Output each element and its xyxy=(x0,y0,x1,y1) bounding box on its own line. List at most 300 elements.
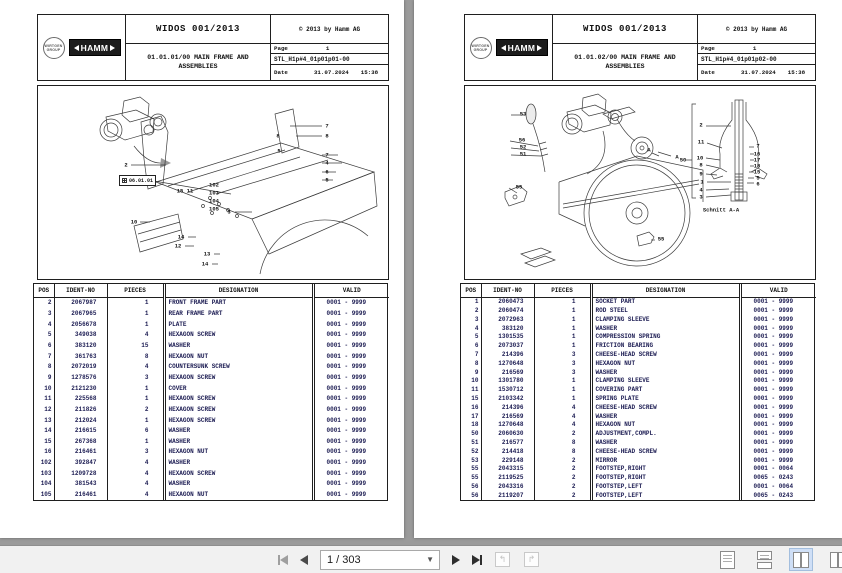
page-label: Page xyxy=(274,45,288,52)
table-cell: WASHER xyxy=(164,425,313,436)
table-cell: 4 xyxy=(107,468,164,479)
meta-cell xyxy=(698,15,815,80)
table-row xyxy=(461,456,816,465)
table-row xyxy=(461,394,816,403)
table-cell: FOOTSTEP,LEFT xyxy=(591,491,740,500)
doc-title: WIDOS 001/2013 xyxy=(126,15,270,44)
facing-pages-icon xyxy=(793,552,809,568)
table-cell: 0001 - 9999 xyxy=(740,447,816,456)
table-cell: 1 xyxy=(534,341,591,350)
diagram-callout: 14 xyxy=(177,233,185,241)
table-cell: 0001 - 9999 xyxy=(313,457,389,468)
table-cell: WASHER xyxy=(164,436,313,447)
table-row xyxy=(34,468,389,479)
diagram-callout: 5 xyxy=(756,174,760,182)
page-layout-controls xyxy=(715,546,842,573)
table-row xyxy=(461,350,816,359)
col-header-valid: VALID xyxy=(313,284,389,297)
pdf-page-2 xyxy=(414,0,842,538)
table-cell: 8 xyxy=(474,359,479,367)
date-value: 31.07.2024 xyxy=(313,69,349,76)
col-header-pieces: PIECES xyxy=(107,284,164,297)
table-cell: 216569 xyxy=(481,412,534,421)
table-cell: ADJUSTMENT,COMPL. xyxy=(591,429,740,438)
table-cell: 2119207 xyxy=(481,491,534,500)
diagram-callout: 103 xyxy=(209,189,219,197)
diagram-callout: A xyxy=(675,153,679,161)
first-page-button[interactable] xyxy=(278,552,288,568)
time-value: 15:38 xyxy=(360,69,379,76)
table-cell: 0001 - 9999 xyxy=(313,415,389,426)
diagram-callout: 3 xyxy=(227,208,231,216)
ref-box-text: 06.01.01 xyxy=(129,177,154,184)
table-cell: 4 xyxy=(47,320,52,328)
hamm-logo xyxy=(496,39,548,56)
table-row xyxy=(461,333,816,342)
table-cell: 1 xyxy=(474,298,479,306)
table-cell: HEXAGON NUT xyxy=(591,421,740,430)
section-title-wrap xyxy=(553,44,697,80)
diagram-callout: 14 xyxy=(201,260,209,268)
table-cell: HEXAGON SCREW xyxy=(164,393,313,404)
table-cell: 392847 xyxy=(54,457,107,468)
previous-view-button[interactable] xyxy=(495,552,510,567)
table-row xyxy=(461,465,816,474)
table-row xyxy=(34,308,389,319)
group-logo-text: GROUP xyxy=(46,47,61,52)
table-cell: 216461 xyxy=(54,447,107,458)
doc-code: STL_H1p#4_01p01p01-00 xyxy=(271,54,388,65)
table-cell: 2043316 xyxy=(481,482,534,491)
table-row xyxy=(461,306,816,315)
logo-cell xyxy=(465,15,553,80)
table-cell: 9 xyxy=(474,368,479,376)
section-title: 01.01.01/00 MAIN FRAME AND ASSEMBLIES xyxy=(147,54,249,70)
table-cell: 0001 - 9999 xyxy=(313,340,389,351)
table-cell: 0065 - 0243 xyxy=(740,473,816,482)
table-cell: 0001 - 0064 xyxy=(740,465,816,474)
table-cell: 17 xyxy=(471,412,479,420)
table-cell: 0001 - 9999 xyxy=(740,412,816,421)
hamm-wing-right-icon xyxy=(110,45,115,51)
table-cell: 0001 - 9999 xyxy=(740,429,816,438)
table-cell: 225568 xyxy=(54,393,107,404)
table-cell: 381543 xyxy=(54,479,107,490)
table-cell: 383120 xyxy=(481,324,534,333)
table-cell: 16 xyxy=(44,448,52,456)
diagram-callout: 53 xyxy=(519,110,527,118)
page-value: 1 xyxy=(752,45,757,52)
table-cell: 15 xyxy=(471,395,479,403)
facing-pages-view-button[interactable] xyxy=(789,548,813,571)
diagram-callout: 8 xyxy=(325,132,329,140)
table-cell: 4 xyxy=(107,489,164,500)
col-header-pieces: PIECES xyxy=(534,284,591,297)
table-row xyxy=(34,329,389,340)
table-row xyxy=(34,404,389,415)
diagram-callout: 6 xyxy=(756,180,760,188)
diagram-callout: Schnitt A-A xyxy=(702,206,740,214)
table-cell: COVER xyxy=(164,383,313,394)
table-row xyxy=(461,341,816,350)
table-cell: 14 xyxy=(44,427,52,435)
facing-continuous-view-button[interactable] xyxy=(826,548,842,571)
page-navigation xyxy=(272,546,546,573)
table-cell: 0001 - 9999 xyxy=(740,394,816,403)
table-cell: 2121230 xyxy=(54,383,107,394)
diagram-callout: 7 xyxy=(325,122,329,130)
table-cell: 0001 - 9999 xyxy=(740,315,816,324)
table-cell: 1270648 xyxy=(481,421,534,430)
table-cell: 1 xyxy=(534,306,591,315)
table-row xyxy=(461,473,816,482)
diagram-callout: 8 xyxy=(276,132,280,140)
table-cell: 0001 - 9999 xyxy=(313,372,389,383)
table-cell: 2060630 xyxy=(481,429,534,438)
table-cell: WASHER xyxy=(164,457,313,468)
table-cell: 8 xyxy=(47,363,52,371)
table-cell: 1 xyxy=(107,297,164,308)
table-cell: 361763 xyxy=(54,351,107,362)
pdf-page-1 xyxy=(0,0,404,538)
table-cell: 0001 - 9999 xyxy=(313,404,389,415)
table-cell: 0001 - 9999 xyxy=(740,403,816,412)
page-header-block xyxy=(464,14,816,81)
table-cell: 0001 - 9999 xyxy=(313,479,389,490)
next-page-button[interactable] xyxy=(452,552,460,568)
table-cell: 214396 xyxy=(481,350,534,359)
previous-page-icon xyxy=(300,555,308,565)
date-row xyxy=(271,65,388,80)
diagram-callout: 55 xyxy=(657,235,665,243)
table-cell: 2 xyxy=(534,456,591,465)
table-cell: HEXAGON SCREW xyxy=(164,468,313,479)
hamm-wing-right-icon xyxy=(537,45,542,51)
title-cell xyxy=(553,15,698,80)
table-cell: WASHER xyxy=(591,324,740,333)
table-cell: 4 xyxy=(107,329,164,340)
table-cell: 4 xyxy=(534,403,591,412)
col-header-designation: DESIGNATION xyxy=(164,284,313,297)
page-label: Page xyxy=(701,45,715,52)
table-cell: CHEESE-HEAD SCREW xyxy=(591,403,740,412)
table-header-row xyxy=(34,284,389,297)
table-cell: 4 xyxy=(474,324,479,332)
diagram-callout: 6 xyxy=(325,168,329,176)
diagram-callout: 15 11 xyxy=(176,187,194,195)
table-cell: 1 xyxy=(534,377,591,386)
previous-page-button[interactable] xyxy=(300,552,308,568)
table-row xyxy=(461,324,816,333)
table-row xyxy=(461,368,816,377)
table-row xyxy=(34,340,389,351)
table-cell: FRICTION BEARING xyxy=(591,341,740,350)
continuous-view-button[interactable] xyxy=(752,548,776,571)
next-view-icon: ↱ xyxy=(527,554,536,564)
table-cell: 1 xyxy=(107,383,164,394)
table-cell: PLATE xyxy=(164,319,313,330)
table-cell: 4 xyxy=(107,457,164,468)
wirtgen-group-logo xyxy=(470,37,492,59)
table-cell: 6 xyxy=(474,342,479,350)
table-cell: 10 xyxy=(471,377,479,385)
table-cell: 1530712 xyxy=(481,385,534,394)
diagram-callout: 51 xyxy=(519,150,527,158)
diagram-callout: 8 xyxy=(699,161,703,169)
diagram-callout: 3 xyxy=(699,193,703,201)
table-cell: ROD STEEL xyxy=(591,306,740,315)
col-header-ident-no: IDENT-NO xyxy=(54,284,107,297)
diagram-callout: 17 xyxy=(753,156,761,164)
diagram-callout: 4 xyxy=(699,186,703,194)
table-row xyxy=(34,297,389,308)
diagram-callout: 102 xyxy=(209,181,219,189)
last-page-icon xyxy=(472,555,480,565)
diagram-callout: 52 xyxy=(519,143,527,151)
table-cell: 6 xyxy=(107,425,164,436)
table-row xyxy=(34,415,389,426)
diagram-callout: 50 xyxy=(679,156,687,164)
table-cell: FOOTSTEP,LEFT xyxy=(591,482,740,491)
table-row xyxy=(461,297,816,306)
facing-continuous-icon xyxy=(830,552,842,568)
table-cell: HEXAGON SCREW xyxy=(164,415,313,426)
table-row xyxy=(34,489,389,500)
table-row xyxy=(461,412,816,421)
chevron-down-icon[interactable]: ▼ xyxy=(426,555,434,564)
table-row xyxy=(34,393,389,404)
table-cell: 2 xyxy=(107,404,164,415)
table-cell: COUNTERSUNK SCREW xyxy=(164,361,313,372)
table-cell: HEXAGON NUT xyxy=(164,447,313,458)
table-cell: 1 xyxy=(107,436,164,447)
table-row xyxy=(34,457,389,468)
wirtgen-group-logo xyxy=(43,37,65,59)
table-cell: 1 xyxy=(107,415,164,426)
table-cell: 0001 - 9999 xyxy=(740,456,816,465)
table-cell: 4 xyxy=(107,361,164,372)
table-cell: 5 xyxy=(474,333,479,341)
diagram-callout: 11 xyxy=(697,138,705,146)
table-row xyxy=(34,436,389,447)
page-indicator-input[interactable] xyxy=(320,550,440,570)
table-cell: 3 xyxy=(47,309,52,317)
table-row xyxy=(34,447,389,458)
table-cell: 2072963 xyxy=(481,315,534,324)
diagram-callout: 10 xyxy=(130,218,138,226)
table-cell: 1278576 xyxy=(54,372,107,383)
table-cell: 0001 - 9999 xyxy=(313,308,389,319)
table-cell: 383120 xyxy=(54,340,107,351)
table-cell: HEXAGON NUT xyxy=(164,489,313,500)
table-cell: 0001 - 9999 xyxy=(313,383,389,394)
table-row xyxy=(461,482,816,491)
table-cell: 0001 - 9999 xyxy=(740,359,816,368)
table-cell: 0001 - 9999 xyxy=(740,341,816,350)
table-row xyxy=(34,361,389,372)
date-label: Date xyxy=(274,69,288,76)
logo-cell xyxy=(38,15,126,80)
table-cell: WASHER xyxy=(164,340,313,351)
table-row xyxy=(34,319,389,330)
date-label: Date xyxy=(701,69,715,76)
table-cell: 2060473 xyxy=(481,297,534,306)
table-row xyxy=(34,383,389,394)
single-page-icon xyxy=(720,551,735,569)
table-cell: CLAMPING SLEEVE xyxy=(591,315,740,324)
table-cell: 214418 xyxy=(481,447,534,456)
table-cell: 1 xyxy=(534,385,591,394)
table-cell: 4 xyxy=(534,412,591,421)
table-cell: 55 xyxy=(471,465,479,473)
table-cell: 16 xyxy=(471,403,479,411)
continuous-view-icon xyxy=(757,551,772,569)
table-row xyxy=(461,377,816,386)
table-cell: 103 xyxy=(40,469,52,477)
table-row xyxy=(34,351,389,362)
table-cell: WASHER xyxy=(164,479,313,490)
table-cell: 0001 - 9999 xyxy=(313,489,389,500)
table-cell: 1 xyxy=(534,315,591,324)
table-cell: 2119525 xyxy=(481,473,534,482)
table-cell: CHEESE-HEAD SCREW xyxy=(591,447,740,456)
table-cell: COVERING PART xyxy=(591,385,740,394)
section-title-wrap xyxy=(126,44,270,80)
hamm-logo xyxy=(69,39,121,56)
table-row xyxy=(461,359,816,368)
table-row xyxy=(461,315,816,324)
table-cell: 11 xyxy=(471,386,479,394)
table-row xyxy=(461,491,816,500)
diagram-callout: 7 xyxy=(325,151,329,159)
table-cell: 0001 - 9999 xyxy=(313,393,389,404)
table-cell: 216461 xyxy=(54,489,107,500)
doc-title: WIDOS 001/2013 xyxy=(553,15,697,44)
table-row xyxy=(461,429,816,438)
table-cell: 5 xyxy=(47,331,52,339)
table-cell: 50 xyxy=(471,430,479,438)
table-cell: 0001 - 9999 xyxy=(313,447,389,458)
table-cell: 55 xyxy=(471,474,479,482)
table-cell: 7 xyxy=(47,352,52,360)
single-page-view-button[interactable] xyxy=(715,548,739,571)
table-cell: WASHER xyxy=(591,412,740,421)
table-cell: 9 xyxy=(47,373,52,381)
page-number-row xyxy=(271,44,388,54)
table-cell: CHEESE-HEAD SCREW xyxy=(591,350,740,359)
diagram-callout: 7 xyxy=(756,142,760,150)
hamm-logo-text: HAMM xyxy=(507,42,536,53)
copyright: © 2013 by Hamm AG xyxy=(271,15,388,44)
hamm-logo-text: HAMM xyxy=(80,42,109,53)
table-cell: 4 xyxy=(534,421,591,430)
table-cell: 8 xyxy=(107,351,164,362)
table-cell: 0001 - 9999 xyxy=(313,425,389,436)
table-cell: 51 xyxy=(471,439,479,447)
table-cell: 13 xyxy=(44,416,52,424)
table-cell: 104 xyxy=(40,480,52,488)
table-cell: 2060474 xyxy=(481,306,534,315)
diagram-callout: 2 xyxy=(699,121,703,129)
table-cell: 0065 - 0243 xyxy=(740,491,816,500)
table-cell: 15 xyxy=(107,340,164,351)
parts-diagram-drum xyxy=(464,85,816,280)
table-cell: 53 xyxy=(471,456,479,464)
table-cell: 1 xyxy=(107,393,164,404)
drum-diagram-drawing xyxy=(465,86,815,279)
table-cell: 2 xyxy=(534,473,591,482)
diagram-callout: 105 xyxy=(209,205,219,213)
table-cell: HEXAGON SCREW xyxy=(164,404,313,415)
table-cell: 12 xyxy=(44,405,52,413)
table-cell: 229148 xyxy=(481,456,534,465)
table-cell: HEXAGON SCREW xyxy=(164,372,313,383)
col-header-designation: DESIGNATION xyxy=(591,284,740,297)
table-cell: 2 xyxy=(534,429,591,438)
table-cell: 2 xyxy=(534,482,591,491)
date-value: 31.07.2024 xyxy=(740,69,776,76)
table-cell: 1 xyxy=(534,394,591,403)
table-row xyxy=(461,385,816,394)
page-indicator-text: 1 / 303 xyxy=(327,553,361,566)
table-cell: 4 xyxy=(107,479,164,490)
table-cell: 11 xyxy=(44,395,52,403)
table-cell: 0001 - 9999 xyxy=(740,333,816,342)
table-cell: 0001 - 9999 xyxy=(740,438,816,447)
table-cell: 1 xyxy=(534,333,591,342)
table-cell: 214396 xyxy=(481,403,534,412)
next-view-button[interactable] xyxy=(524,552,539,567)
table-cell: 8 xyxy=(534,447,591,456)
table-cell: 0001 - 9999 xyxy=(740,368,816,377)
table-row xyxy=(461,438,816,447)
table-cell: 3 xyxy=(107,447,164,458)
table-cell: 0001 - 9999 xyxy=(740,297,816,306)
diagram-callout: 15 xyxy=(753,168,761,176)
table-cell: 1301780 xyxy=(481,377,534,386)
table-cell: 2 xyxy=(474,307,479,315)
table-cell: 0001 - 9999 xyxy=(740,421,816,430)
table-cell: 0001 - 9999 xyxy=(313,329,389,340)
diagram-callout: 18 xyxy=(753,162,761,170)
col-header-pos: POS xyxy=(34,284,54,297)
table-cell: CLAMPING SLEEVE xyxy=(591,377,740,386)
table-cell: 0001 - 9999 xyxy=(313,436,389,447)
table-cell: 1 xyxy=(107,308,164,319)
table-cell: SOCKET PART xyxy=(591,297,740,306)
table-cell: 211826 xyxy=(54,404,107,415)
last-page-button[interactable] xyxy=(472,552,482,568)
table-cell: 0001 - 9999 xyxy=(313,297,389,308)
table-cell: 2043315 xyxy=(481,465,534,474)
hamm-wing-left-icon xyxy=(501,45,506,51)
table-cell: 52 xyxy=(471,447,479,455)
parts-table xyxy=(460,283,815,501)
time-value: 15:38 xyxy=(787,69,806,76)
diagram-callout: 16 xyxy=(753,150,761,158)
next-page-icon xyxy=(452,555,460,565)
parts-table xyxy=(33,283,388,501)
last-page-icon-bar xyxy=(480,555,482,565)
table-cell: 0001 - 9999 xyxy=(740,306,816,315)
group-logo-text: GROUP xyxy=(473,47,488,52)
diagram-callout: 5 xyxy=(325,176,329,184)
diagram-callout: 4 xyxy=(325,159,329,167)
page-number-row xyxy=(698,44,815,54)
section-title: 01.01.02/00 MAIN FRAME AND ASSEMBLIES xyxy=(574,54,676,70)
wirtgen-logo-text: WIRTGEN xyxy=(44,43,63,48)
table-cell: WASHER xyxy=(591,368,740,377)
